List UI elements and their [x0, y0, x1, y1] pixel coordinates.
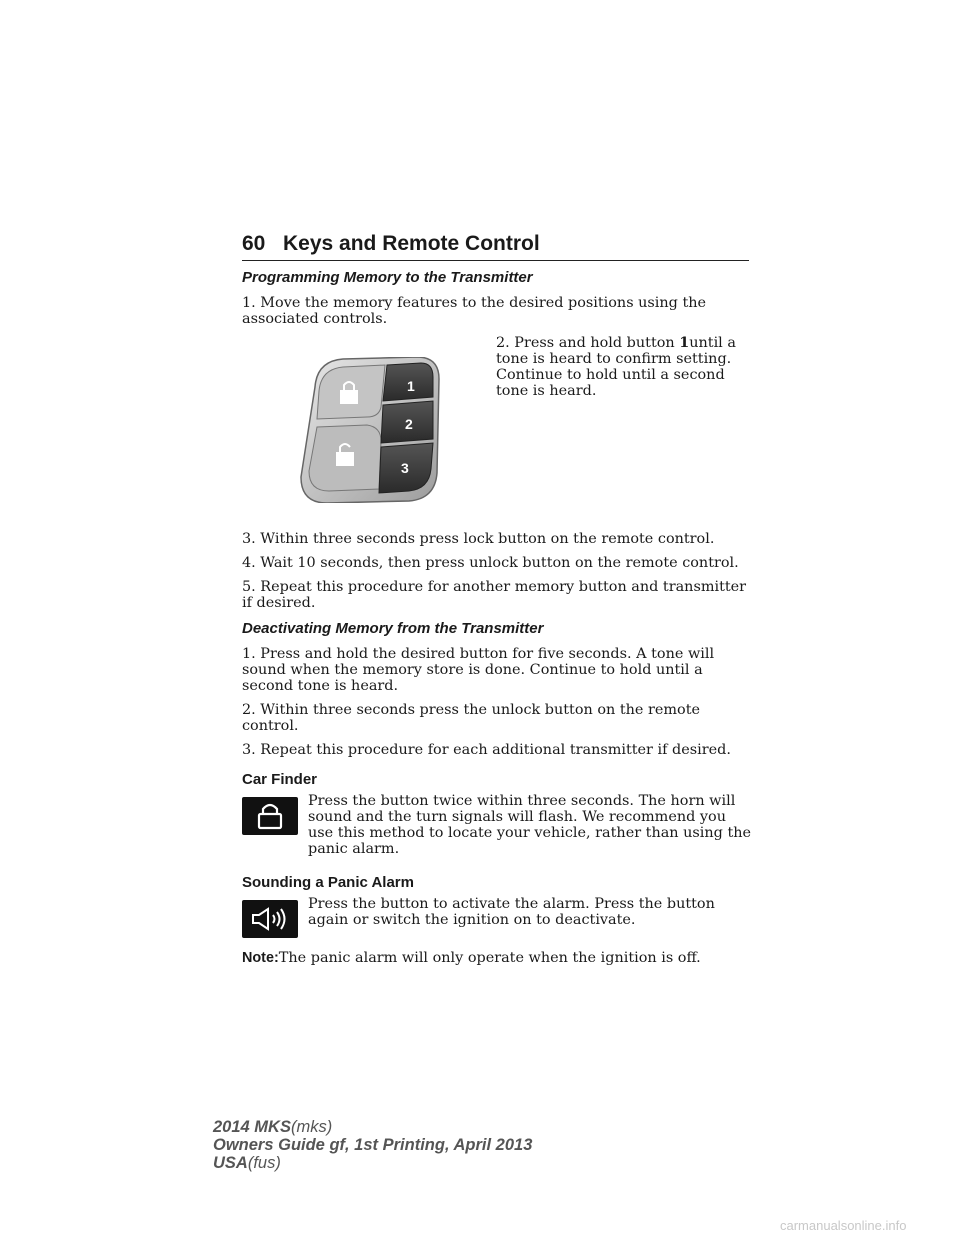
memory-button-1-label: 1: [407, 378, 415, 394]
memory-buttons-figure: [297, 357, 447, 503]
footer: [213, 1118, 532, 1172]
step-2-text-after: until a tone is heard to confirm setting. Continue to hold until a second tone is heard.: [496, 335, 736, 399]
car-finder-text: Press the button twice within three seconds. The horn will sound and the turn signals will flash. We recommend you use this method to locate your vehicle, rather than using the panic alarm.: [308, 793, 752, 857]
programming-step-1: 1. Move the memory features to the desired positions using the associated controls.: [242, 295, 707, 327]
footer-model-code: (mks): [290, 1118, 333, 1136]
memory-button-3-label: 3: [401, 460, 409, 476]
programming-step-5: 5. Repeat this procedure for another memory button and transmitter if desired.: [242, 579, 747, 611]
step-2-text-before: 2. Press and hold button: [496, 335, 680, 351]
car-finder-text-block: [308, 793, 752, 857]
horn-icon: [250, 906, 290, 932]
note-text: The panic alarm will only operate when the ignition is off.: [278, 950, 701, 966]
memory-figure-block: [242, 335, 752, 531]
footer-market: USA: [213, 1154, 248, 1172]
deactivating-heading: Deactivating Memory from the Transmitter: [242, 620, 544, 637]
footer-line-3: [213, 1154, 532, 1172]
deactivating-step-1: 1. Press and hold the desired button for five seconds. A tone will sound when the memory store is done. Continue to hold until a second tone is heard.: [242, 646, 715, 694]
panic-alarm-text-block: [308, 896, 752, 940]
page-number: 60: [242, 232, 266, 255]
footer-market-code: (fus): [247, 1154, 281, 1172]
programming-heading: Programming Memory to the Transmitter: [242, 269, 533, 286]
deactivating-step-2: 2. Within three seconds press the unlock button on the remote control.: [242, 702, 700, 734]
deactivating-step-3: 3. Repeat this procedure for each additional transmitter if desired.: [242, 742, 731, 758]
panic-alarm-icon-box: [242, 900, 298, 938]
panic-alarm-heading: Sounding a Panic Alarm: [242, 874, 414, 891]
programming-step-2: [496, 335, 746, 407]
memory-buttons-illustration: [297, 357, 447, 503]
page-content: [242, 268, 752, 974]
watermark: carmanualsonline.info: [780, 1218, 907, 1233]
panic-alarm-row: [242, 896, 752, 940]
footer-line-2: Owners Guide gf, 1st Printing, April 2013: [213, 1136, 533, 1154]
page-header: [242, 232, 749, 261]
programming-step-4: 4. Wait 10 seconds, then press unlock button on the remote control.: [242, 555, 739, 571]
step-2-button-number: 1: [679, 334, 690, 351]
car-finder-heading: Car Finder: [242, 771, 318, 788]
chapter-title: Keys and Remote Control: [283, 232, 540, 255]
panic-alarm-text: Press the button to activate the alarm. Press the button again or switch the ignition on to deactivate.: [308, 896, 715, 928]
car-finder-row: [242, 793, 752, 857]
note-paragraph: [242, 950, 752, 966]
footer-line-1: [213, 1118, 532, 1136]
lock-icon: [255, 802, 285, 830]
note-label: Note:: [242, 950, 279, 966]
programming-step-3: 3. Within three seconds press lock button on the remote control.: [242, 531, 715, 547]
car-finder-icon-box: [242, 797, 298, 835]
memory-button-2-label: 2: [405, 416, 413, 432]
footer-model: 2014 MKS: [213, 1118, 291, 1136]
